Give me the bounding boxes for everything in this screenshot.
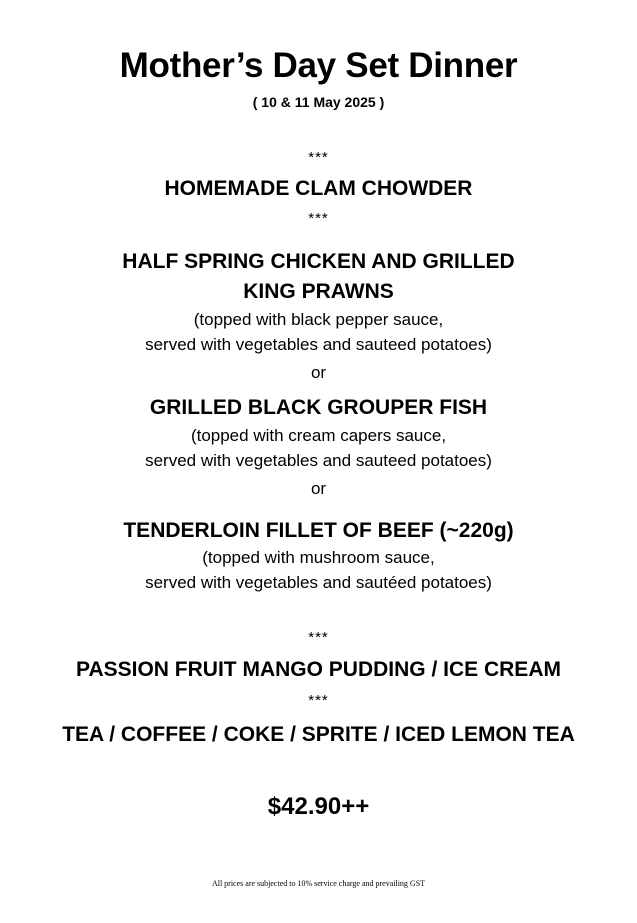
starter-name: HOMEMADE CLAM CHOWDER bbox=[164, 177, 473, 200]
main-course-3-desc-line-1: (topped with mushroom sauce, bbox=[202, 548, 435, 567]
separator: *** bbox=[308, 692, 329, 709]
main-course-2-name: GRILLED BLACK GROUPER FISH bbox=[149, 396, 488, 419]
main-course-2-desc-line-2: served with vegetables and sauteed potatoes) bbox=[145, 451, 492, 470]
service-charge-footnote: All prices are subjected to 10% service charge and prevailing GST bbox=[211, 879, 426, 888]
main-course-1-desc-line-1: (topped with black pepper sauce, bbox=[193, 310, 444, 329]
main-course-1-name-line-2: KING PRAWNS bbox=[243, 280, 394, 303]
main-course-2-desc-line-1: (topped with cream capers sauce, bbox=[190, 426, 447, 445]
event-date: ( 10 & 11 May 2025 ) bbox=[252, 94, 385, 110]
dessert-name: PASSION FRUIT MANGO PUDDING / ICE CREAM bbox=[76, 658, 561, 681]
menu-title: Mother’s Day Set Dinner bbox=[119, 46, 518, 85]
main-course-3-desc-line-2: served with vegetables and sautéed potatoes) bbox=[145, 573, 492, 592]
or-divider: or bbox=[310, 363, 327, 382]
main-course-3-name: TENDERLOIN FILLET OF BEEF (~220g) bbox=[123, 519, 514, 542]
main-course-1-desc-line-2: served with vegetables and sauteed potatoes) bbox=[145, 335, 492, 354]
separator: *** bbox=[308, 629, 329, 646]
or-divider: or bbox=[310, 479, 327, 498]
separator: *** bbox=[308, 149, 329, 166]
drinks-list: TEA / COFFEE / COKE / SPRITE / ICED LEMON TEA bbox=[62, 723, 575, 746]
separator: *** bbox=[308, 210, 329, 227]
main-course-1-name-line-1: HALF SPRING CHICKEN AND GRILLED bbox=[122, 250, 515, 273]
set-price: $42.90++ bbox=[267, 793, 370, 820]
